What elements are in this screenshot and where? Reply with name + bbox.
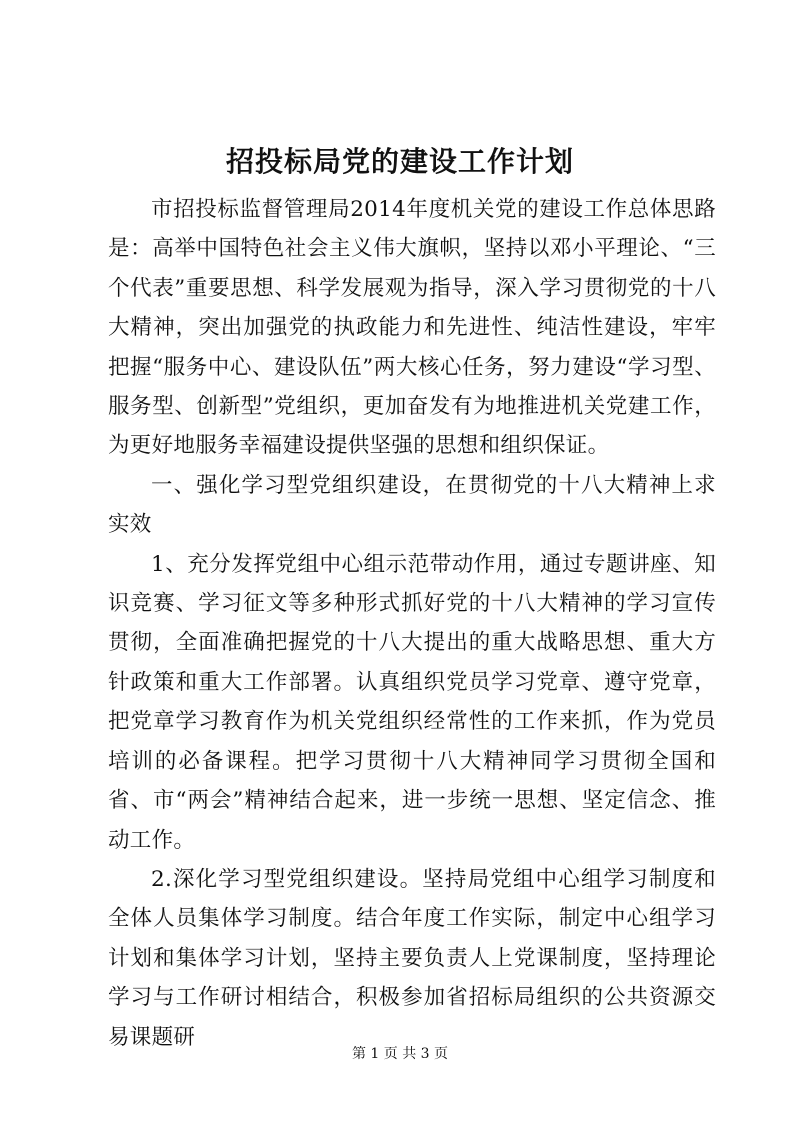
page-footer: 第 1 页 共 3 页 xyxy=(351,1046,449,1062)
document-title: 招投标局党的建设工作计划 xyxy=(225,145,574,178)
paragraph-intro: 市招投标监督管理局2014年度机关党的建设工作总体思路是：高举中国特色社会主义伟大旗帜，坚持以邓小平理论、“三个代表”重要思想、科学发展观为指导，深入学习贯彻党的十八大精神，突出加强党的执政能力和先进性、纯洁性建设，牢牢把握“服务中心、建设队伍”两大核心任务，努力建设“学习型、服务型、创新型”党组织，更加奋发有为地推进机关党建工作，为更好地服务幸福建设提供坚强的思想和组织保证。 xyxy=(108,197,716,459)
document-body xyxy=(108,190,716,1057)
section-heading-1: 一、强化学习型党组织建设，在贯彻党的十八大精神上求实效 xyxy=(108,472,716,538)
paragraph-item-1: 1、充分发挥党组中心组示范带动作用，通过专题讲座、知识竞赛、学习征文等多种形式抓好党的十八大精神的学习宣传贯彻，全面准确把握党的十八大提出的重大战略思想、重大方针政策和重大工作部署。认真组织党员学习党章、遵守党章，把党章学习教育作为机关党组织经常性的工作来抓，作为党员培训的必备课程。把学习贯彻十八大精神同学习贯彻全国和省、市“两会”精神结合起来，进一步统一思想、坚定信念、推动工作。 xyxy=(108,551,716,853)
paragraph-item-2: 2.深化学习型党组织建设。坚持局党组中心组学习制度和全体人员集体学习制度。结合年度工作实际，制定中心组学习计划和集体学习计划，坚持主要负责人上党课制度，坚持理论学习与工作研讨相结合，积极参加省招标局组织的公共资源交易课题研 xyxy=(108,866,716,1050)
